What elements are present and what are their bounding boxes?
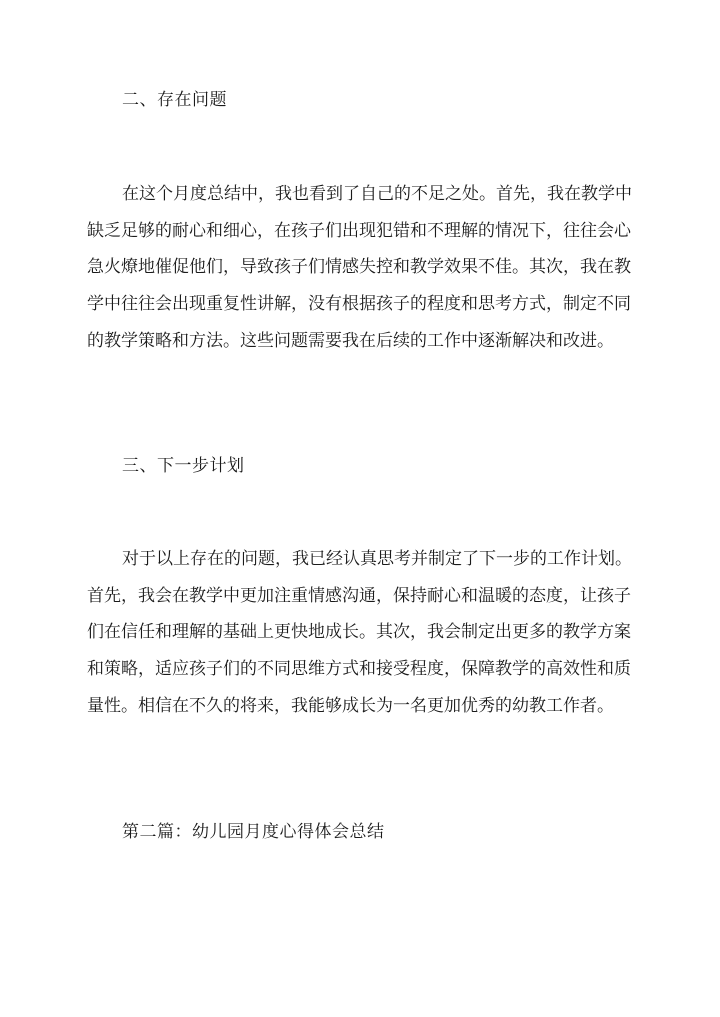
paragraph-line: 缺乏足够的耐心和细心，在孩子们出现犯错和不理解的情况下，往往会心 (87, 220, 631, 241)
section-heading-next-plan: 三、下一步计划 (122, 456, 245, 476)
paragraph-line: 对于以上存在的问题，我已经认真思考并制定了下一步的工作计划。 (122, 549, 632, 569)
paragraph-line: 的教学策略和方法。这些问题需要我在后续的工作中逐渐解决和改进。 (87, 330, 614, 351)
paragraph-line: 急火燎地催促他们，导致孩子们情感失控和教学效果不佳。其次，我在教 (87, 257, 631, 278)
paragraph-line: 和策略，适应孩子们的不同思维方式和接受程度，保障教学的高效性和质 (87, 659, 631, 680)
paragraph-line: 们在信任和理解的基础上更快地成长。其次，我会制定出更多的教学方案 (87, 622, 631, 643)
paragraph-line: 学中往往会出现重复性讲解，没有根据孩子的程度和思考方式，制定不同 (87, 294, 631, 315)
paragraph-problems (87, 176, 639, 359)
section-heading-problems: 二、存在问题 (122, 90, 227, 110)
paragraph-line: 在这个月度总结中，我也看到了自己的不足之处。首先，我在教学中 (122, 184, 632, 204)
paragraph-line: 量性。相信在不久的将来，我能够成长为一名更加优秀的幼教工作者。 (87, 695, 614, 716)
paragraph-next-plan (87, 541, 639, 724)
next-article-title: 第二篇：幼儿园月度心得体会总结 (122, 822, 385, 842)
paragraph-line: 首先，我会在教学中更加注重情感沟通，保持耐心和温暖的态度，让孩子 (87, 585, 631, 606)
